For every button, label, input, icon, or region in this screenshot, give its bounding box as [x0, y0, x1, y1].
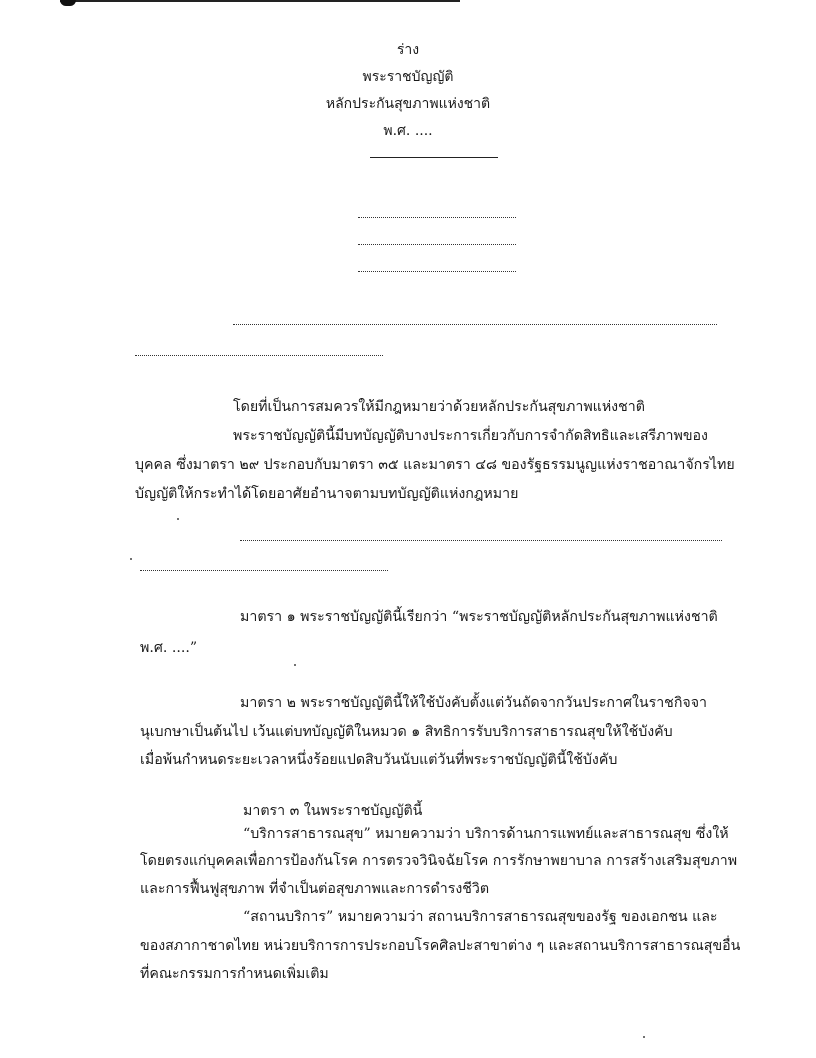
- definition-1-line-2: โดยตรงแก่บุคคลเพื่อการป้องกันโรค การตรวจวินิจฉัยโรค การรักษาพยาบาล การสร้างเสริมสุขภาพ: [140, 853, 738, 869]
- blank-line-5: [135, 355, 383, 356]
- blank-line-1: [358, 217, 516, 218]
- scan-edge-artifact: [60, 0, 460, 2]
- act-year: พ.ศ. ....: [383, 123, 433, 139]
- definition-2-line-1: “สถานบริการ” หมายความว่า สถานบริการสาธารณสุขของรัฐ ของเอกชน และ: [243, 909, 718, 925]
- section-1-line-1: มาตรา ๑ พระราชบัญญัตินี้เรียกว่า “พระราชบัญญัติหลักประกันสุขภาพแห่งชาติ: [240, 609, 718, 625]
- blank-line-6: [240, 540, 722, 541]
- definition-1-line-1: “บริการสาธารณสุข” หมายความว่า บริการด้านการแพทย์และสาธารณสุข ซึ่งให้: [243, 826, 729, 842]
- section-2-line-3: เมื่อพ้นกำหนดระยะเวลาหนึ่งร้อยแปดสิบวันนับแต่วันที่พระราชบัญญัตินี้ใช้บังคับ: [140, 752, 618, 768]
- preamble-line-1: โดยที่เป็นการสมควรให้มีกฎหมายว่าด้วยหลักประกันสุขภาพแห่งชาติ: [233, 399, 645, 415]
- definition-1-line-3: และการฟื้นฟูสุขภาพ ที่จำเป็นต่อสุขภาพและการดำรงชีวิต: [140, 881, 490, 897]
- scan-speck: [643, 1036, 645, 1038]
- blank-line-4: [233, 324, 717, 325]
- blank-line-2: [358, 244, 516, 245]
- title-underline: [370, 157, 498, 158]
- scan-mark-artifact: [60, 0, 76, 6]
- scan-speck: [130, 558, 132, 560]
- blank-line-3: [358, 271, 516, 272]
- act-name-title: หลักประกันสุขภาพแห่งชาติ: [325, 96, 491, 112]
- blank-line-7: [140, 570, 388, 571]
- section-2-line-1: มาตรา ๒ พระราชบัญญัตินี้ให้ใช้บังคับตั้งแต่วันถัดจากวันประกาศในราชกิจจา: [240, 695, 707, 711]
- draft-label: ร่าง: [396, 42, 420, 58]
- scan-speck: [294, 664, 296, 666]
- scan-speck: [177, 518, 179, 520]
- preamble-line-3: บุคคล ซึ่งมาตรา ๒๙ ประกอบกับมาตรา ๓๕ และมาตรา ๔๘ ของรัฐธรรมนูญแห่งราชอาณาจักรไทย: [135, 457, 735, 473]
- act-type-title: พระราชบัญญัติ: [362, 69, 454, 85]
- section-2-line-2: นุเบกษาเป็นต้นไป เว้นแต่บทบัญญัติในหมวด ๑ สิทธิการรับบริการสาธารณสุขให้ใช้บังคับ: [140, 724, 673, 740]
- section-3-heading: มาตรา ๓ ในพระราชบัญญัตินี้: [243, 803, 423, 819]
- definition-2-line-3: ที่คณะกรรมการกำหนดเพิ่มเติม: [140, 966, 329, 982]
- preamble-line-2: พระราชบัญญัตินี้มีบทบัญญัติบางประการเกี่ยวกับการจำกัดสิทธิและเสรีภาพของ: [233, 428, 708, 444]
- section-1-line-2: พ.ศ. ....”: [140, 640, 198, 656]
- preamble-line-4: บัญญัติให้กระทำได้โดยอาศัยอำนาจตามบทบัญญัติแห่งกฎหมาย: [135, 486, 519, 502]
- definition-2-line-2: ของสภากาชาดไทย หน่วยบริการการประกอบโรคศิลปะสาขาต่าง ๆ และสถานบริการสาธารณสุขอื่น: [140, 938, 741, 954]
